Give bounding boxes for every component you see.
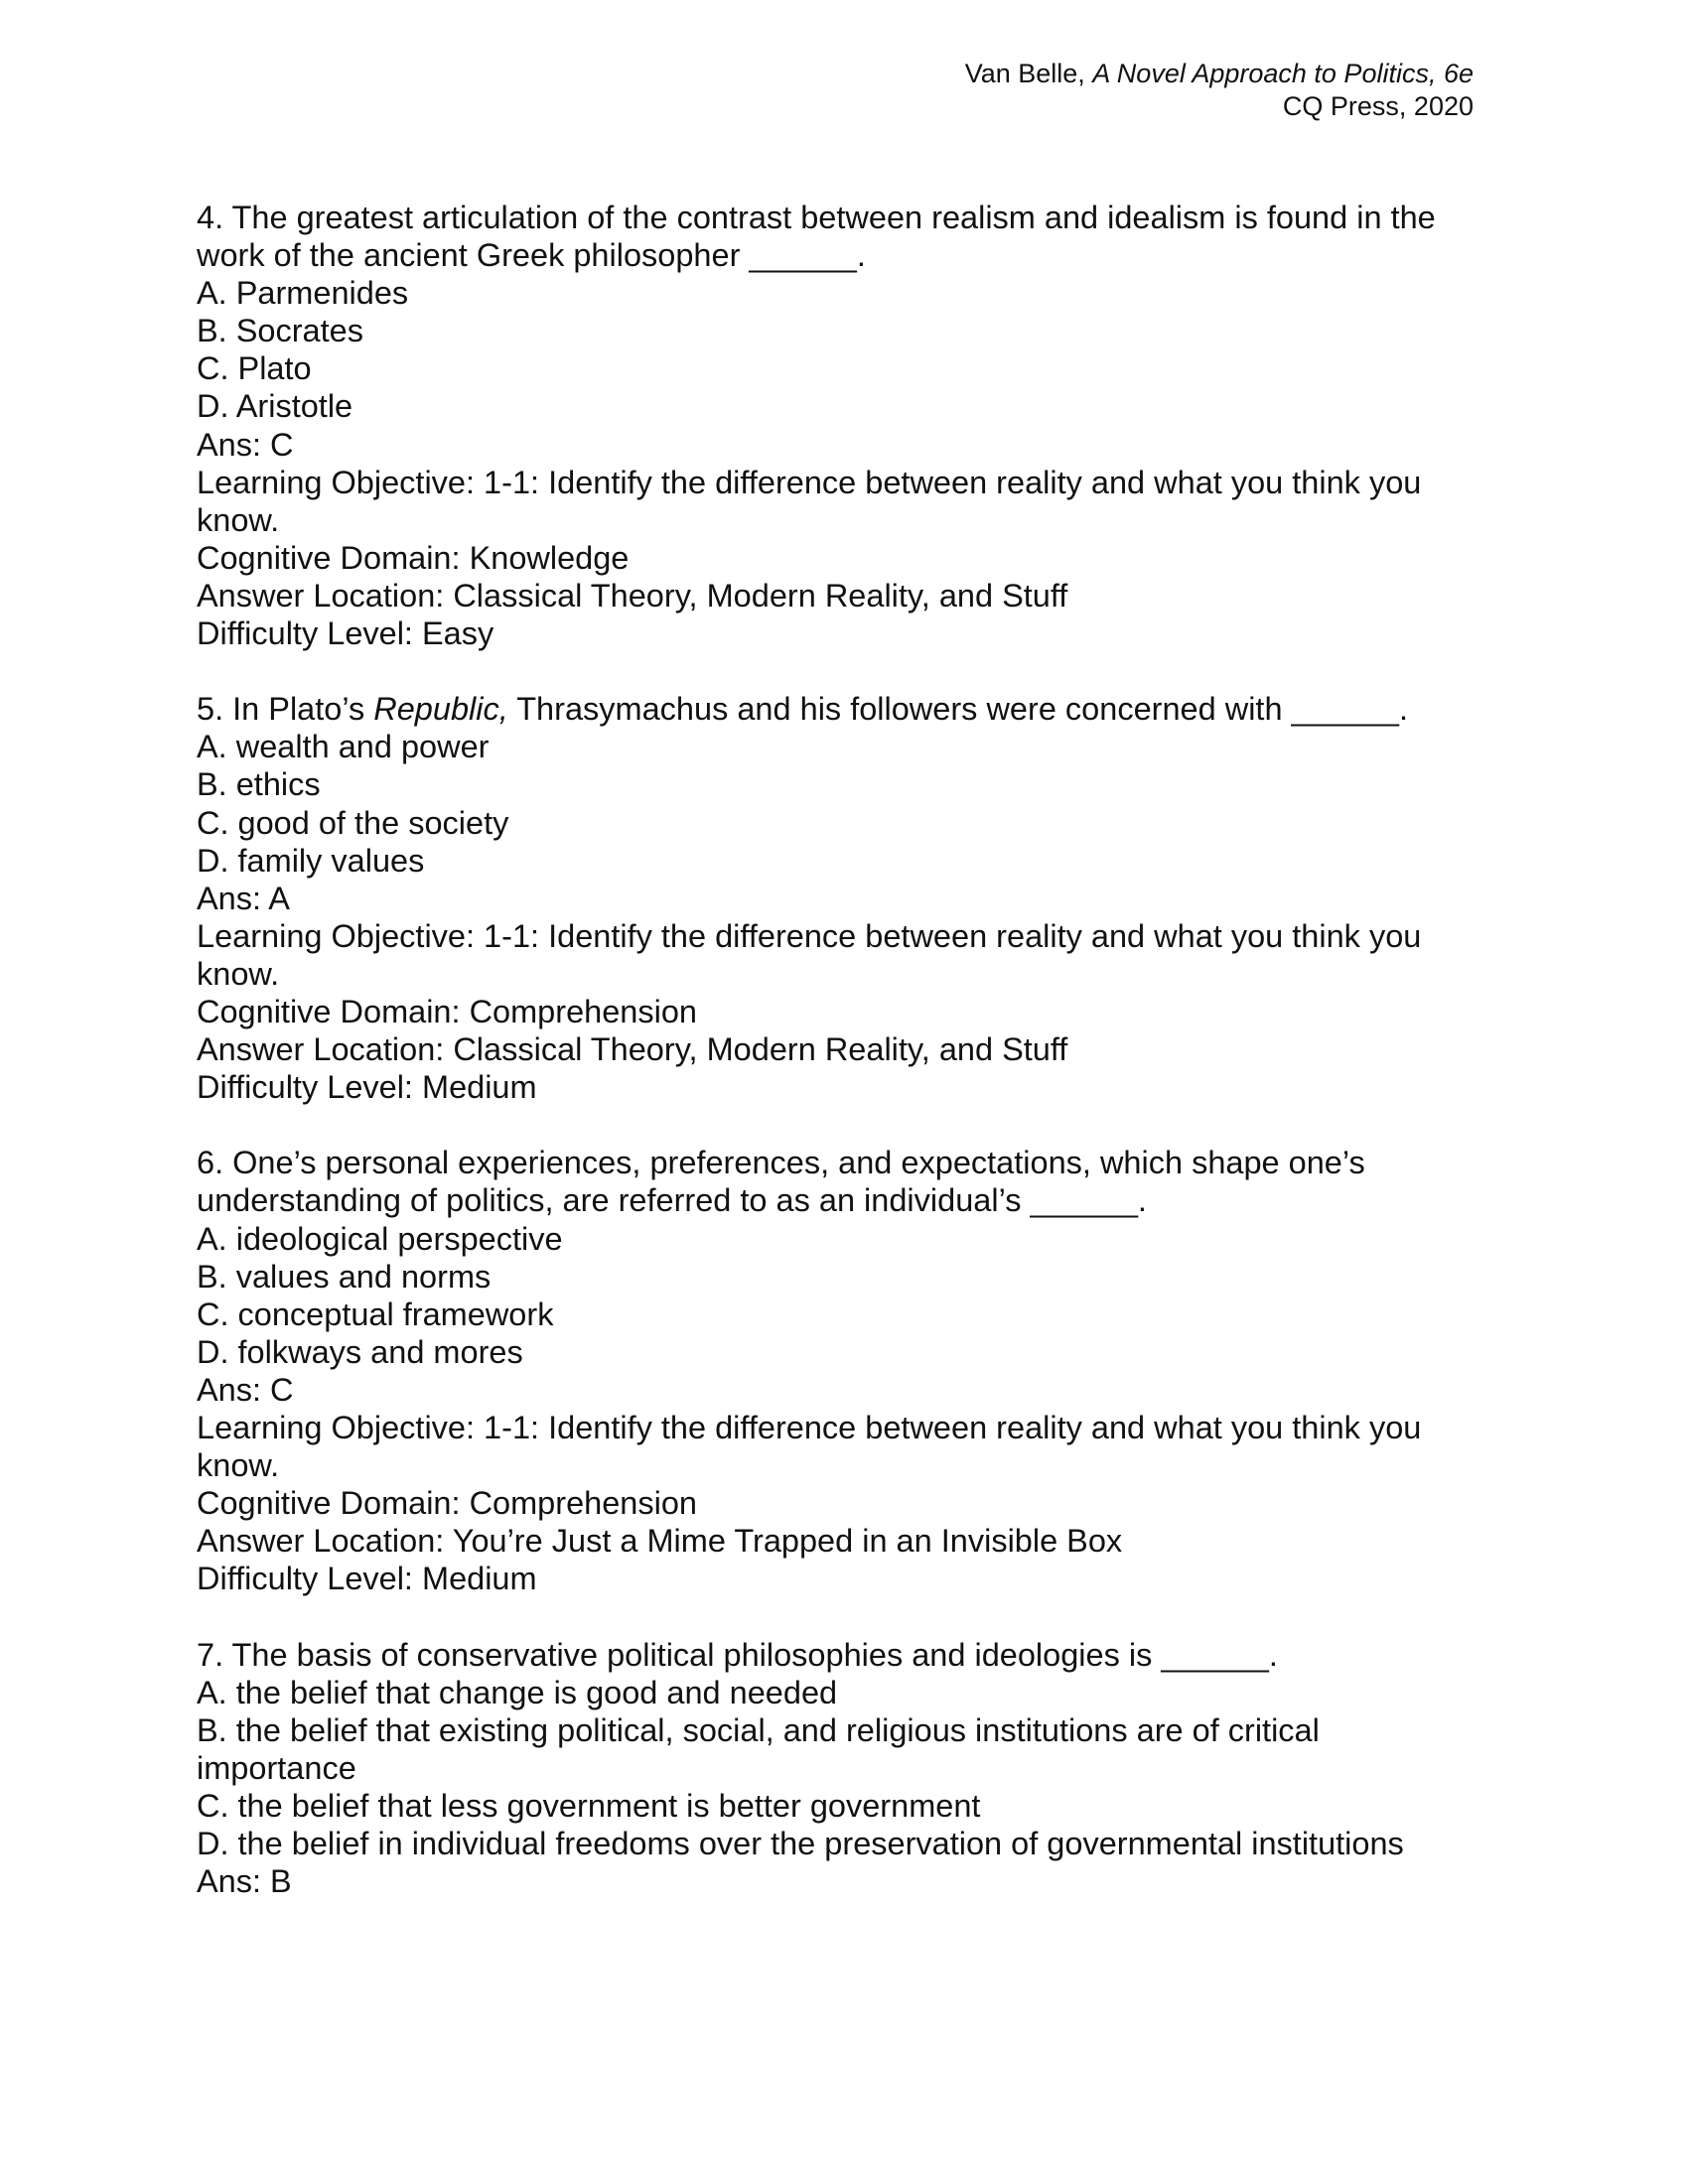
- difficulty-level: Difficulty Level: Medium: [197, 1069, 537, 1106]
- learning-objective: Learning Objective: 1-1: Identify the difference between reality and what you think you know.: [197, 1410, 1431, 1484]
- stem-suffix: Thrasymachus and his followers were concerned with ______.: [507, 691, 1409, 728]
- header-book-title: A Novel Approach to Politics, 6e: [1092, 59, 1474, 88]
- option-d: D. folkways and mores: [197, 1333, 523, 1370]
- header-publisher: CQ Press, 2020: [1282, 91, 1474, 121]
- learning-objective: Learning Objective: 1-1: Identify the difference between reality and what you think you know.: [197, 464, 1431, 538]
- stem-prefix: 5. In Plato’s: [197, 691, 374, 728]
- cognitive-domain: Cognitive Domain: Comprehension: [197, 1485, 698, 1522]
- question-4: [197, 199, 1487, 652]
- question-5: [197, 690, 1487, 1106]
- question-list: [197, 199, 1487, 1938]
- cognitive-domain: Cognitive Domain: Comprehension: [197, 993, 698, 1029]
- question-stem: [197, 690, 1477, 728]
- option-a: A. wealth and power: [197, 729, 490, 765]
- option-b: B. values and norms: [197, 1258, 492, 1295]
- option-b: B. ethics: [197, 766, 321, 803]
- option-d: D. family values: [197, 842, 425, 879]
- option-b: B. Socrates: [197, 313, 363, 349]
- answer: Ans: A: [197, 880, 290, 916]
- header-author: Van Belle,: [964, 59, 1093, 88]
- option-c: C. Plato: [197, 350, 312, 387]
- option-b: B. the belief that existing political, social, and religious institutions are of critical importance: [197, 1711, 1329, 1786]
- answer-location: Answer Location: Classical Theory, Modern Reality, and Stuff: [197, 577, 1068, 614]
- question-6: [197, 1144, 1487, 1597]
- difficulty-level: Difficulty Level: Medium: [197, 1561, 537, 1597]
- page-header: [965, 58, 1474, 123]
- cognitive-domain: Cognitive Domain: Knowledge: [197, 539, 630, 576]
- option-c: C. good of the society: [197, 804, 509, 841]
- answer-location: Answer Location: You’re Just a Mime Trapped in an Invisible Box: [197, 1523, 1123, 1560]
- question-stem: 4. The greatest articulation of the contrast between realism and idealism is found in the work of the ancient Greek philosopher ______.: [197, 200, 1445, 274]
- option-a: A. ideological perspective: [197, 1220, 563, 1257]
- option-d: D. Aristotle: [197, 388, 353, 425]
- difficulty-level: Difficulty Level: Easy: [197, 615, 494, 652]
- question-7: [197, 1636, 1487, 1901]
- answer: Ans: B: [197, 1863, 292, 1900]
- header-citation: [965, 58, 1474, 90]
- question-stem: 7. The basis of conservative political philosophies and ideologies is ______.: [197, 1636, 1278, 1673]
- answer: Ans: C: [197, 1371, 294, 1408]
- question-stem: 6. One’s personal experiences, preferences, and expectations, which shape one’s understanding of politics, are referred to as an individual’s ______.: [197, 1145, 1374, 1219]
- option-d: D. the belief in individual freedoms over the preservation of governmental institutions: [197, 1826, 1404, 1862]
- stem-book-title: Republic,: [373, 691, 508, 728]
- option-c: C. the belief that less government is better government: [197, 1787, 981, 1824]
- answer-location: Answer Location: Classical Theory, Modern Reality, and Stuff: [197, 1031, 1068, 1068]
- option-a: A. Parmenides: [197, 275, 409, 312]
- answer: Ans: C: [197, 426, 294, 463]
- learning-objective: Learning Objective: 1-1: Identify the difference between reality and what you think you know.: [197, 917, 1431, 992]
- option-a: A. the belief that change is good and needed: [197, 1674, 838, 1710]
- option-c: C. conceptual framework: [197, 1296, 554, 1332]
